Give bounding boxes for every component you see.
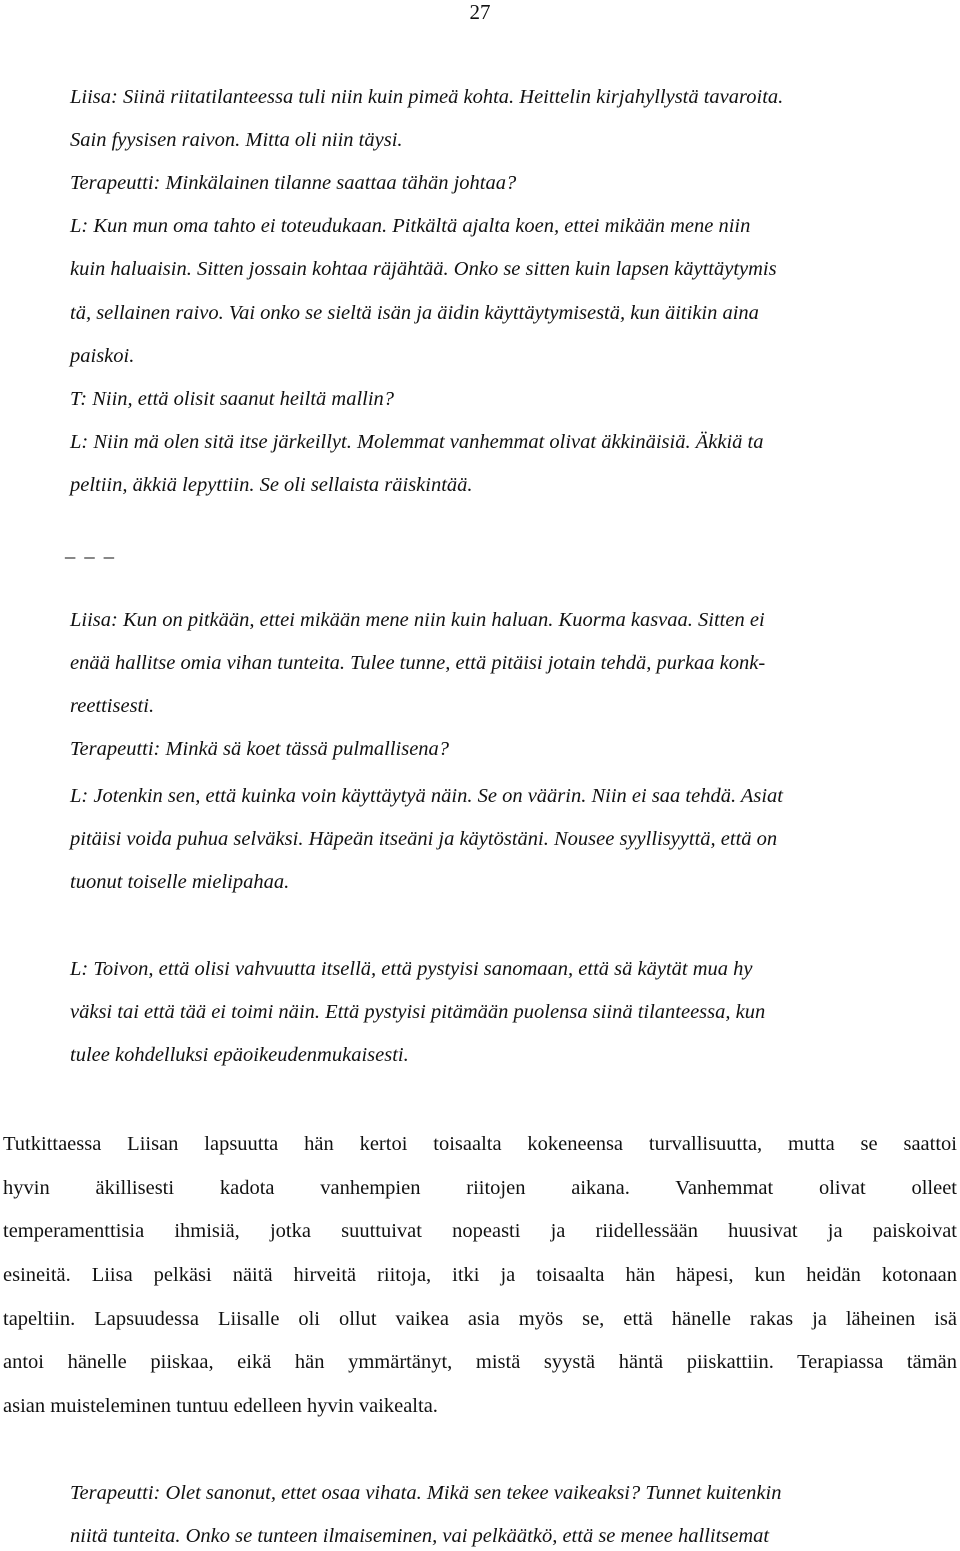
dialogue-line: L: Jotenkin sen, että kuinka voin käyttäytyä näin. Se on väärin. Niin ei saa tehdä. Asiat: [70, 785, 783, 807]
dialogue-line: paiskoi.: [70, 345, 135, 367]
paragraph-line: Tutkittaessa Liisan lapsuutta hän kertoi toisaalta kokeneensa turvallisuutta, mutta se saattoi: [3, 1133, 957, 1155]
dialogue-line: pitäisi voida puhua selväksi. Häpeän itseäni ja käytöstäni. Nousee syyllisyyttä, että on: [70, 828, 778, 850]
paragraph-line: hyvin äkillisesti kadota vanhempien riitojen aikana. Vanhemmat olivat olleet: [3, 1177, 957, 1199]
paragraph-line: antoi hänelle piiskaa, eikä hän ymmärtänyt, mistä syystä häntä piiskattiin. Terapiassa tämän: [3, 1351, 957, 1373]
dialogue-line: Terapeutti: Olet sanonut, ettet osaa vihata. Mikä sen tekee vaikeaksi? Tunnet kuitenkin: [70, 1482, 782, 1504]
paragraph-line: esineitä. Liisa pelkäsi näitä hirveitä riitoja, itki ja toisaalta hän häpesi, kun heidän kotonaan: [3, 1264, 957, 1286]
dialogue-line: Terapeutti: Minkä sä koet tässä pulmallisena?: [70, 738, 450, 760]
dialogue-line: Liisa: Siinä riitatilanteessa tuli niin kuin pimeä kohta. Heittelin kirjahyllystä tavaroita.: [70, 86, 784, 108]
section-separator: _ _ _: [65, 539, 116, 561]
dialogue-line: L: Niin mä olen sitä itse järkeillyt. Molemmat vanhemmat olivat äkkinäisiä. Äkkiä ta: [70, 431, 764, 453]
dialogue-line: tuonut toiselle mielipahaa.: [70, 871, 290, 893]
dialogue-line: T: Niin, että olisit saanut heiltä mallin?: [70, 388, 395, 410]
dialogue-line: Terapeutti: Minkälainen tilanne saattaa tähän johtaa?: [70, 172, 517, 194]
dialogue-line: L: Toivon, että olisi vahvuutta itsellä, että pystyisi sanomaan, että sä käytät mua hy: [70, 958, 753, 980]
dialogue-line: reettisesti.: [70, 695, 155, 717]
dialogue-line: tä, sellainen raivo. Vai onko se sieltä isän ja äidin käyttäytymisestä, kun äitikin aina: [70, 302, 759, 324]
dialogue-line: L: Kun mun oma tahto ei toteudukaan. Pitkältä ajalta koen, ettei mikään mene niin: [70, 215, 751, 237]
dialogue-line: Sain fyysisen raivon. Mitta oli niin täysi.: [70, 129, 403, 151]
dialogue-line: kuin haluaisin. Sitten jossain kohtaa räjähtää. Onko se sitten kuin lapsen käyttäytymis: [70, 258, 777, 280]
page-number: 27: [469, 0, 491, 24]
paragraph-line: asian muisteleminen tuntuu edelleen hyvin vaikealta.: [3, 1395, 438, 1417]
dialogue-line: niitä tunteita. Onko se tunteen ilmaiseminen, vai pelkäätkö, että se menee hallitsemat: [70, 1525, 770, 1547]
dialogue-line: peltiin, äkkiä lepyttiin. Se oli sellaista räiskintää.: [70, 474, 473, 496]
dialogue-line: väksi tai että tää ei toimi näin. Että pystyisi pitämään puolensa siinä tilanteessa, kun: [70, 1001, 766, 1023]
dialogue-line: enää hallitse omia vihan tunteita. Tulee tunne, että pitäisi jotain tehdä, purkaa konk-: [70, 652, 766, 674]
paragraph-line: tapeltiin. Lapsuudessa Liisalle oli ollut vaikea asia myös se, että hänelle rakas ja läheinen isä: [3, 1308, 957, 1330]
dialogue-line: tulee kohdelluksi epäoikeudenmukaisesti.: [70, 1044, 409, 1066]
paragraph-line: temperamenttisia ihmisiä, jotka suuttuivat nopeasti ja riidellessään huusivat ja paiskoivat: [3, 1220, 957, 1242]
dialogue-line: Liisa: Kun on pitkään, ettei mikään mene niin kuin haluan. Kuorma kasvaa. Sitten ei: [70, 609, 765, 631]
